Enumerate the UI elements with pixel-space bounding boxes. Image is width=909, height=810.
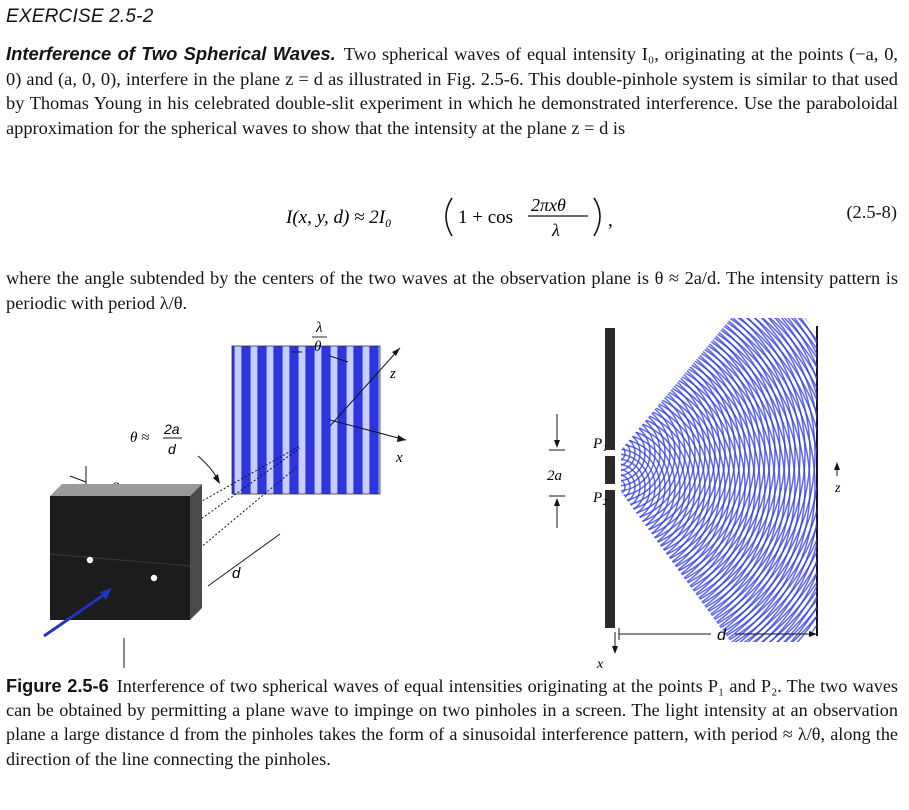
exercise-lead-title: Interference of Two Spherical Waves.: [6, 43, 336, 64]
wavefront-arc: [554, 390, 680, 516]
x-axis-label: x: [396, 450, 403, 466]
screen-top-face: [50, 484, 202, 496]
pinhole-1: [87, 557, 93, 563]
label-p1: P₁: [593, 436, 608, 452]
wavefront-arc: [544, 414, 690, 560]
screen-side-face: [190, 484, 202, 620]
right-paren: [594, 198, 600, 236]
figure-caption: [6, 674, 898, 771]
exercise-body-text: Two spherical waves of equal intensity I₀, originating at the points (−a, 0, 0) and (a, 0, 0), interfere in the plane z = d as illustrated in Fig. 2.5-6. This double-pinhole system is similar to that used by Thomas Young in his celebrated double-slit experiment in which he demonstrated interference. Use the paraboloidal approximation for the spherical waves to show that the intensity at the plane z = d is: [6, 44, 898, 138]
wavefront-arc: [544, 380, 690, 526]
theta-label-den: d: [168, 441, 176, 457]
exercise-paragraph: [6, 42, 898, 140]
dim-d-arrow: [809, 631, 817, 637]
perspective-diagram: [30, 316, 430, 681]
z-axis-label: z: [390, 366, 396, 382]
equation-2-5-8: [0, 186, 909, 244]
x-axis-label-right: x: [597, 657, 604, 672]
equation-number: (2.5-8): [846, 202, 897, 222]
result-paragraph: where the angle subtended by the centers of the two waves at the observation plane is θ ≈ 2a/d. The intensity pattern is periodic with period λ/θ.: [6, 268, 898, 313]
pinhole-screen: [50, 496, 190, 620]
label-p2: P₂: [593, 490, 608, 506]
x-axis-arrow: [397, 435, 406, 442]
theta-label: θ ≈: [130, 430, 150, 446]
dim-d-line: [208, 534, 280, 586]
theta-pointer: [198, 456, 218, 480]
dim-2a-left-tick: [70, 476, 86, 482]
z-axis-arrow: [392, 348, 400, 356]
equation-graphic: [0, 186, 909, 244]
wavefront-arc: [574, 444, 660, 530]
perspective-diagram-svg: [30, 316, 430, 676]
wavefront-arc: [535, 316, 795, 631]
side-view-diagram: [535, 316, 875, 681]
pinhole-barrier: [605, 328, 615, 628]
fringe-screen: [232, 346, 380, 494]
caption-text: Interference of two spherical waves of equal intensities originating at the points P₁ and P₂. The two waves can be obtained by permitting a plane wave to impinge on two pinholes in a screen. The light intensity at an observation plane a large distance d from the pinholes takes the form of a sinusoidal interference pattern, with period ≈ λ/θ, along the direction of the line connecting the pinholes.: [6, 676, 898, 769]
wavefront-arc: [535, 316, 870, 676]
wavefront-arc: [589, 459, 645, 515]
period-label-num: λ: [316, 320, 323, 336]
wavefront-arc: [535, 316, 870, 676]
wavefront-arc: [564, 400, 670, 506]
dim-2a-upper-arrow: [554, 440, 560, 448]
pinhole-2: [151, 575, 157, 581]
wavefront-arc: [564, 434, 670, 540]
wavefront-arc: [554, 424, 680, 550]
exercise-heading: EXERCISE 2.5-2: [6, 6, 154, 27]
z-axis-label-right: z: [835, 481, 841, 496]
equation-one-plus-cos: 1 + cos: [458, 207, 514, 228]
z-axis-arrow-right: [834, 462, 840, 470]
dim-d-label: d: [232, 565, 241, 582]
theta-pointer-arrow: [213, 474, 220, 484]
side-view-diagram-svg: [535, 316, 875, 676]
wavefront-arc: [589, 425, 645, 481]
wavefront-arc: [535, 316, 810, 646]
figure-label: Figure 2.5-6: [6, 676, 109, 696]
theta-label-num: 2a: [164, 421, 180, 437]
dim-2a-label-right: 2a: [547, 468, 562, 484]
equation-numerator: 2πxθ: [531, 195, 566, 215]
period-label-den: θ: [314, 339, 322, 355]
interference-fan: [535, 316, 875, 676]
left-paren: [446, 198, 452, 236]
equation-trailing-comma: ,: [608, 210, 613, 231]
wavefront-arc: [535, 394, 710, 580]
equation-lhs: I(x, y, d) ≈ 2I₀: [286, 207, 392, 228]
dim-d-label-right: d: [717, 627, 726, 644]
wavefront-arc: [574, 410, 660, 496]
equation-denominator: λ: [552, 220, 560, 240]
x-axis-arrow-right: [612, 646, 618, 654]
